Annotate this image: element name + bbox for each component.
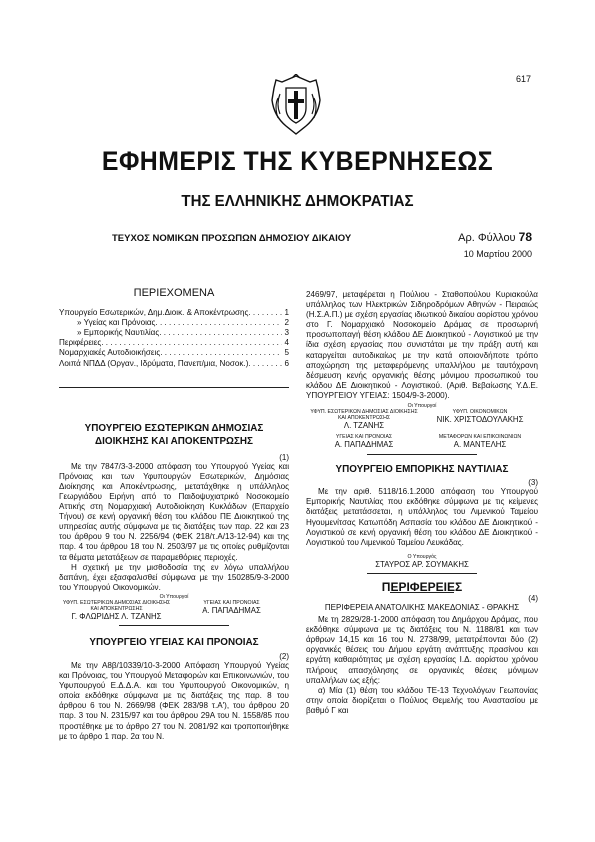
signature-name: Λ. ΤΖΑΝΗΣ xyxy=(343,421,385,431)
signature-ministers: Οι Υπουργοί xyxy=(407,403,437,410)
toc-row-page: 2 xyxy=(284,318,289,328)
toc-row-label: Περιφέρειες xyxy=(59,338,102,348)
decision-text: Με την Α8β/10339/10-3-2000 Απόφαση Υπουργού Υγείας και Πρόνοιας, του Υπουργού Μεταφορών και Επικοινωνιών, του Υφυπουργού Ε.Δ.Δ.Α. και του Υφυπουργού Οικονομικών, η οποία εκδόθηκε σύμφωνα με τις διατάξεις της παρ. 8 του άρθρου 6 του Ν. 2669/98 (ΦΕΚ 283/98 τ.Α'), του άρθρου 20 παρ. 3 του Ν. 2315/97 και του άρθρου 29Α του Ν. 1558/85 που προστέθηκε με το άρθρο 27 του Ν. 2081/92 και τροποποιήθηκε με το άρθρο 1 παρ. 2α του Ν. xyxy=(59,660,289,741)
region-name: ΠΕΡΙΦΕΡΕΙΑ ΑΝΑΤΟΛΙΚΗΣ ΜΑΚΕΔΟΝΙΑΣ - ΘΡΑΚΗΣ xyxy=(324,602,520,612)
issue-series: ΤΕΥΧΟΣ ΝΟΜΙΚΩΝ ΠΡΟΣΩΠΩΝ ΔΗΜΟΣΙΟΥ ΔΙΚΑΙΟΥ xyxy=(112,233,352,244)
divider xyxy=(119,625,229,626)
signature-ministers: Οι Υπουργοί xyxy=(159,593,189,600)
left-column xyxy=(59,288,289,742)
signature-name: Α. ΠΑΠΑΔΗΜΑΣ xyxy=(202,605,261,615)
right-column xyxy=(306,290,538,716)
ministry-health-heading: ΥΠΟΥΡΓΕΙΟ ΥΓΕΙΑΣ ΚΑΙ ΠΡΟΝΟΙΑΣ xyxy=(89,635,259,648)
signature-role: ΜΕΤΑΦΟΡΩΝ ΚΑΙ ΕΠΙΚΟΙΝΩΝΙΩΝ xyxy=(438,434,522,441)
toc-row[interactable] xyxy=(59,318,289,328)
signature-name: Α. ΜΑΝΤΕΛΗΣ xyxy=(453,440,507,450)
ministry-heading-line1: ΥΠΟΥΡΓΕΙΟ ΕΣΩΤΕΡΙΚΩΝ ΔΗΜΟΣΙΑΣ xyxy=(84,421,264,434)
toc-row[interactable] xyxy=(59,359,289,369)
decision-text: Με την 7847/3-3-2000 απόφαση του Υπουργού Υγείας και Πρόνοιας και των Υφυπουργών Εσωτερικών, Δημόσιας Διοίκησης και Αποκέντρωσης, μετατάχθηκε η υπάλληλος Γεωργιάδου Ειρήνη από το Παιδοψυχιατρικό Νοσοκομείο Αττικής στη Νομαρχιακή Αυτοδιοίκηση Κυκλάδων (Επαρχείο Τήνου) σε κενή οργανική θέση του κλάδου ΠΕ Διοικητικού της υπηρεσίας αυτής σύμφωνα με τις διατάξεις των παρ. 22 και 23 του άρθρου 9 του Ν. 2256/94 (ΦΕΚ 218/τ.Α/13-12-94) και της παρ. 4 του άρθρου 18 του Ν. 2503/97 με τις οποίες ρυθμίζονται τα θέματα μετατάξεων σε παραμεθόριες περιοχές. xyxy=(59,461,289,562)
toc-list xyxy=(59,308,289,369)
ministry-heading-line2: ΔΙΟΙΚΗΣΗΣ ΚΑΙ ΑΠΟΚΕΝΤΡΩΣΗΣ xyxy=(95,434,253,447)
decision-text: α) Μία (1) θέση του κλάδου ΤΕ-13 Τεχνολόγων Γεωπονίας στην οποία διορίζεται ο Πούλιος Θεμελής του Αναστασίου με βαθμό Γ και xyxy=(306,685,538,715)
signature-role: ΥΓΕΙΑΣ ΚΑΙ ΠΡΟΝΟΙΑΣ xyxy=(203,599,260,606)
divider xyxy=(367,454,477,455)
toc-row-page: 5 xyxy=(284,348,289,358)
divider xyxy=(59,387,289,388)
signature-block xyxy=(59,600,289,622)
signature-name: ΣΤΑΥΡΟΣ ΑΡ. ΣΟΥΜΑΚΗΣ xyxy=(375,559,469,569)
decision-number: (4) xyxy=(528,593,538,603)
sheet-number xyxy=(458,230,532,244)
ministry-interior-heading xyxy=(59,422,289,448)
gazette-subtitle: ΤΗΣ ΕΛΛΗΝΙΚΗΣ ΔΗΜΟΚΡΑΤΙΑΣ xyxy=(181,193,414,210)
signature-block xyxy=(306,409,538,431)
toc-row-label: Λοιπά ΝΠΔΔ (Οργαν., Ιδρύματα, Πανεπ/μια, Νοσοκ.) xyxy=(59,358,249,368)
signature-block xyxy=(306,434,538,450)
decision-number: (1) xyxy=(279,452,289,462)
toc-row-page: 3 xyxy=(284,328,289,338)
decision-number: (2) xyxy=(279,651,289,661)
divider xyxy=(367,573,477,574)
regions-heading: ΠΕΡΙΦΕΡΕΙΕΣ xyxy=(381,579,463,594)
gazette-title: ΕΦΗΜΕΡΙΣ ΤΗΣ ΚΥΒΕΡΝΗΣΕΩΣ xyxy=(101,146,494,176)
signature-minister: Ο Υπουργός xyxy=(407,553,437,560)
decision-number: (3) xyxy=(528,478,538,488)
signature-role: ΥΦΥΠ. ΕΣΩΤΕΡΙΚΩΝ ΔΗΜΟΣΙΑΣ ΔΙΟΙΚΗΣΗΣ ΚΑΙ ΑΠΟΚΕΝΤΡΩΣΗΣ xyxy=(310,409,418,422)
toc-row-label: » Εμπορικής Ναυτιλίας xyxy=(77,328,160,338)
signature-name: Γ. ΦΛΩΡΙΔΗΣ Λ. ΤΖΑΝΗΣ xyxy=(71,611,162,621)
signature-name: ΝΙΚ. ΧΡΙΣΤΟΔΟΥΛΑΚΗΣ xyxy=(436,415,524,425)
decision-text: 2469/97, μεταφέρεται η Πούλιου - Σταθοπούλου Κυριακούλα υπάλληλος των Ηλεκτρικών Σιδηροδρόμων Αθηνών - Πειραιώς (Η.Σ.Α.Π.) με σχέση εργασίας ιδιωτικού δικαίου αορίστου χρόνου στο Γ. Νομαρχιακό Νοσοκομείο Δράμας σε προσωρινή προσωποπαγή θέση κλάδου ΔΕ Διοικητικού - Λογιστικού με την ίδια σχέση εργασίας που συνιστάται με την πράξη αυτή και καταργείται αυτοδικαίως με την κατά οποιονδήποτε τρόπο αποχώρηση της μεταφερόμενης υπαλλήλου με ταυτόχρονη δέσμευση κενής οργανικής θέσης μόνιμου προσωπικού του κλάδου ΔΕ Διοικητικού - Λογιστικού. (Αριθ. Βεβαίωσης Υ.Δ.Ε. ΥΠΟΥΡΓΕΙΟΥ ΥΓΕΙΑΣ: 1504/9-3-2000). xyxy=(306,290,538,400)
toc-row[interactable] xyxy=(59,348,289,358)
toc-row-label: Υπουργείο Εσωτερικών, Δημ.Διοικ. & Αποκέντρωσης xyxy=(59,308,249,318)
toc-row[interactable] xyxy=(59,328,289,338)
sheet-value: 78 xyxy=(518,230,532,244)
toc-row-page: 4 xyxy=(284,338,289,348)
decision-text: Η σχετική με την μισθοδοσία της εν λόγω υπαλλήλου δαπάνη, έχει εξασφαλισθεί σύμφωνα με την 150285/9-3-2000 του Υπουργού Οικονομικών. xyxy=(59,562,289,592)
coat-of-arms-icon xyxy=(268,74,324,136)
signature-role: ΥΓΕΙΑΣ ΚΑΙ ΠΡΟΝΟΙΑΣ xyxy=(335,434,393,441)
signature-role: ΥΦΥΠ. ΕΣΩΤΕΡΙΚΩΝ ΔΗΜΟΣΙΑΣ ΔΙΟΙΚΗΣΗΣ ΚΑΙ ΑΠΟΚΕΝΤΡΩΣΗΣ xyxy=(62,599,171,612)
decision-text: Με τη 2829/28-1-2000 απόφαση του Δημάρχου Δράμας, που εκδόθηκε σύμφωνα με τις διατάξεις του Ν. 1188/81 και των άρθρων 14,15 και 16 του Ν. 2738/99, μετατρέπονται δύο (2) οργανικές θέσεις του Δήμου εργάτη ανάπτυξης πρασίνου και εργάτη καθαριότητας με σχέση εργασίας Ι.Δ. αορίστου χρόνου πλήρους απασχόλησης σε οργανικές θέσεις μόνιμων υπαλλήλων ως εξής: xyxy=(306,615,538,685)
page-number: 617 xyxy=(515,74,531,84)
toc-row-page: 6 xyxy=(284,358,289,368)
toc-title: ΠΕΡΙΕΧΟΜΕΝΑ xyxy=(133,287,215,299)
issue-date: 10 Μαρτίου 2000 xyxy=(463,249,532,259)
toc-row[interactable] xyxy=(59,308,289,318)
signature-name: Α. ΠΑΠΑΔΗΜΑΣ xyxy=(334,440,394,450)
sheet-label: Αρ. Φύλλου xyxy=(458,232,516,244)
decision-text: Με την αριθ. 5118/16.1.2000 απόφαση του Υπουργού Εμπορικής Ναυτιλίας που εκδόθηκε σύμφωνα με τις κείμενες διατάξεις μετατάσσεται, η υπάλληλος του Λιμενικού Ταμείου Ηγουμενίτσας Κατωπόδη Ασπασία του κλάδου ΔΕ Διοικητικού - Λογιστικού σε κενή οργανική θέση του κλάδου ΔΕ Διοικητικού - Λογιστικού του Λιμενικού Ταμείου Λευκάδας. xyxy=(306,487,538,547)
toc-row[interactable] xyxy=(59,338,289,348)
toc-row-label: » Υγείας και Πρόνοιας xyxy=(77,318,156,328)
signature-role: ΥΦΥΠ. ΟΙΚΟΝΟΜΙΚΩΝ xyxy=(452,409,508,416)
ministry-shipping-heading: ΥΠΟΥΡΓΕΙΟ ΕΜΠΟΡΙΚΗΣ ΝΑΥΤΙΛΙΑΣ xyxy=(335,463,509,476)
toc-row-label: Νομαρχιακές Αυτοδιοικήσεις xyxy=(59,348,161,358)
toc-row-page: 1 xyxy=(284,308,289,318)
